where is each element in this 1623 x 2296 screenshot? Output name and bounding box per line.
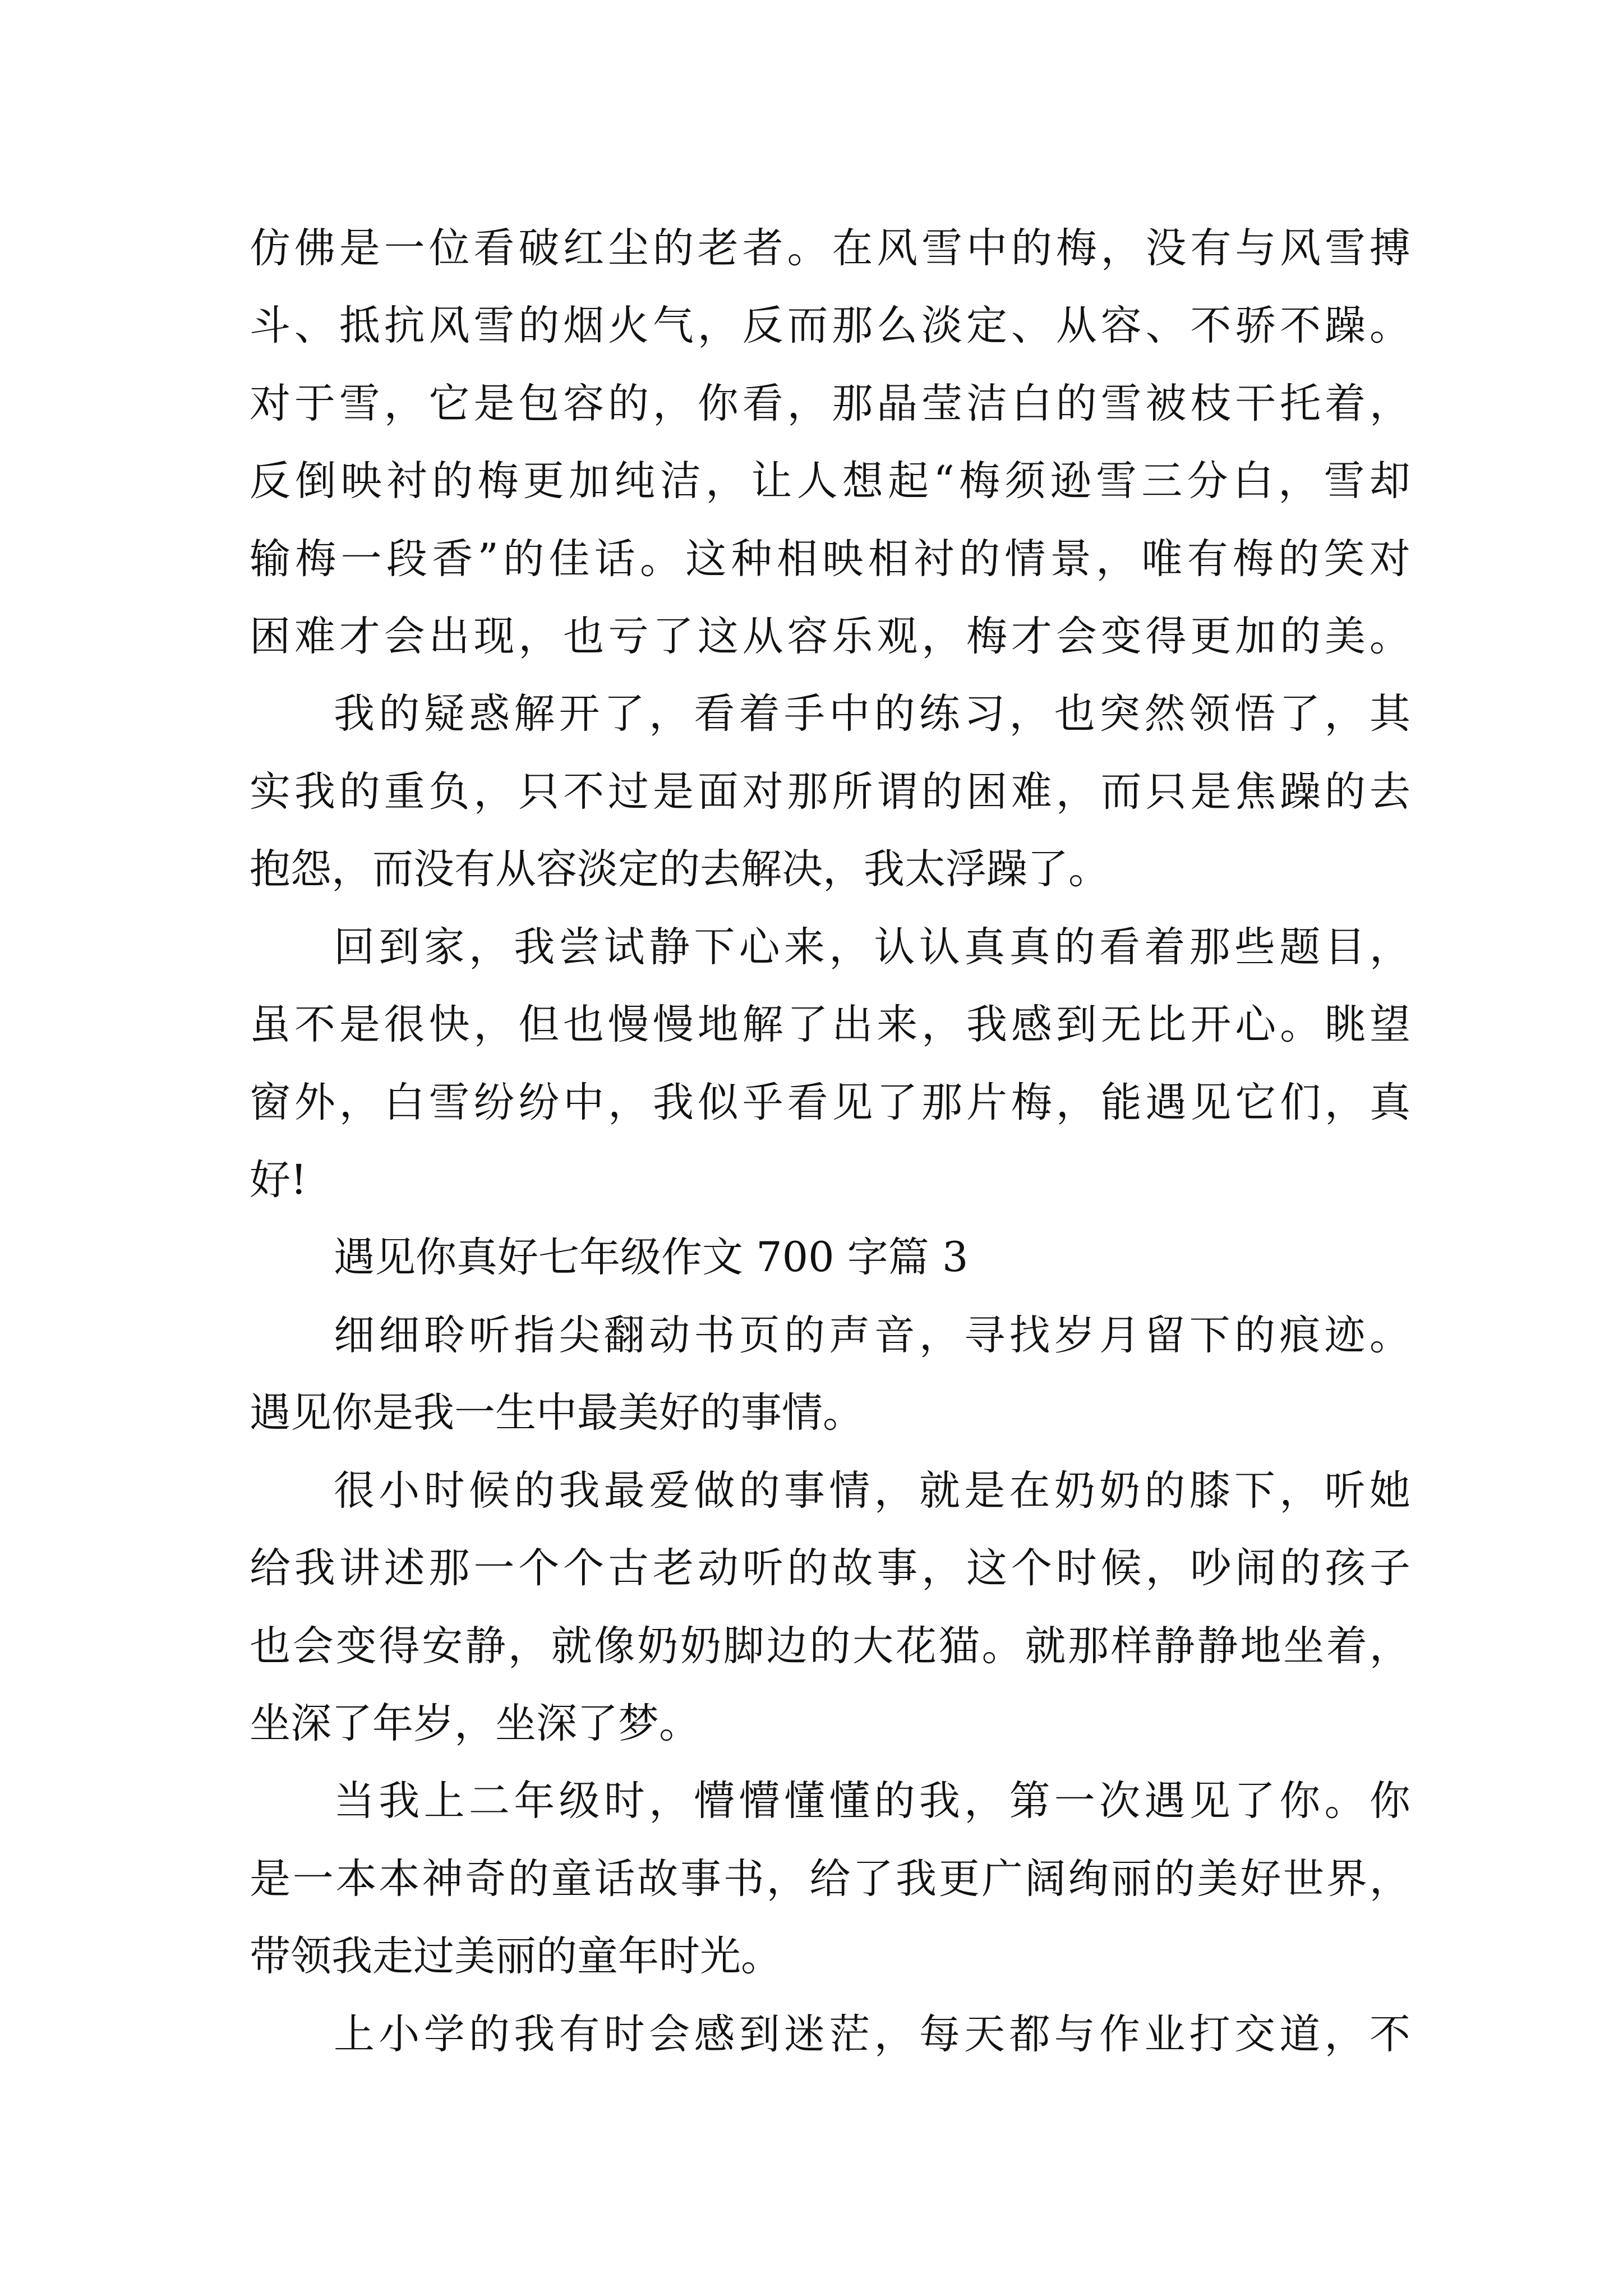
text-line: 反 倒 映 衬 的 梅 更 加 纯 洁 ， 让 人 想 起 “ 梅 须 逊 雪 三 分 白 ， 雪 却 — [250, 457, 1410, 505]
text-line: 实 我 的 重 负 ， 只 不 过 是 面 对 那 所 谓 的 困 难 ， 而 只 是 焦 躁 的 去 — [250, 768, 1410, 816]
text-line: 对 于 雪 ， 它 是 包 容 的 ， 你 看 ， 那 晶 莹 洁 白 的 雪 被 枝 干 托 着 ， — [250, 380, 1410, 427]
text-line: 带领我走过美丽的童年时光。 — [250, 1932, 782, 1980]
text-line: 坐深了年岁，坐深了梦。 — [250, 1700, 700, 1747]
paragraph-first-line: 很 小 时 候 的 我 最 爱 做 的 事 情 ， 就 是 在 奶 奶 的 膝 下 ， 听 她 — [334, 1467, 1410, 1515]
text-line: 好! — [250, 1156, 307, 1204]
text-line: 输 梅 一 段 香 ” 的 佳 话 。 这 种 相 映 相 衬 的 情 景 ， 唯 有 梅 的 笑 对 — [250, 535, 1410, 583]
paragraph-first-line: 我 的 疑 惑 解 开 了 ， 看 着 手 中 的 练 习 ， 也 突 然 领 悟 了 ， 其 — [334, 690, 1410, 738]
paragraph-first-line: 上 小 学 的 我 有 时 会 感 到 迷 茫 ， 每 天 都 与 作 业 打 交 道 ， 不 — [334, 2010, 1410, 2058]
text-line: 抱怨，而没有从容淡定的去解决，我太浮躁了。 — [250, 845, 1109, 893]
text-line: 遇见你是我一生中最美好的事情。 — [250, 1389, 864, 1437]
section-heading: 遇见你真好七年级作文 700 字篇 3 — [334, 1234, 969, 1281]
text-line: 仿 佛 是 一 位 看 破 红 尘 的 老 者 。 在 风 雪 中 的 梅 ， 没 有 与 风 雪 搏 — [250, 224, 1410, 272]
paragraph-first-line: 当 我 上 二 年 级 时 ， 懵 懵 懂 懂 的 我 ， 第 一 次 遇 见 了 你 。 你 — [334, 1777, 1410, 1825]
text-line: 也 会 变 得 安 静 ， 就 像 奶 奶 脚 边 的 大 花 猫 。 就 那 样 静 静 地 坐 着 ， — [250, 1622, 1410, 1670]
text-line: 斗 、 抵 抗 风 雪 的 烟 火 气 ， 反 而 那 么 淡 定 、 从 容 、 不 骄 不 躁 。 — [250, 302, 1410, 349]
paragraph-first-line: 回 到 家 ， 我 尝 试 静 下 心 来 ， 认 认 真 真 的 看 着 那 些 题 目 ， — [334, 923, 1410, 971]
text-line: 困 难 才 会 出 现 ， 也 亏 了 这 从 容 乐 观 ， 梅 才 会 变 得 更 加 的 美 。 — [250, 613, 1410, 660]
text-line: 虽 不 是 很 快 ， 但 也 慢 慢 地 解 了 出 来 ， 我 感 到 无 比 开 心 。 眺 望 — [250, 1001, 1410, 1048]
paragraph-first-line: 细 细 聆 听 指 尖 翻 动 书 页 的 声 音 ， 寻 找 岁 月 留 下 的 痕 迹 。 — [334, 1312, 1410, 1359]
text-line: 是 一 本 本 神 奇 的 童 话 故 事 书 ， 给 了 我 更 广 阔 绚 丽 的 美 好 世 界 ， — [250, 1855, 1410, 1903]
text-line: 窗 外 ， 白 雪 纷 纷 中 ， 我 似 乎 看 见 了 那 片 梅 ， 能 遇 见 它 们 ， 真 — [250, 1079, 1410, 1126]
text-line: 给 我 讲 述 那 一 个 个 古 老 动 听 的 故 事 ， 这 个 时 候 ， 吵 闹 的 孩 子 — [250, 1544, 1410, 1592]
